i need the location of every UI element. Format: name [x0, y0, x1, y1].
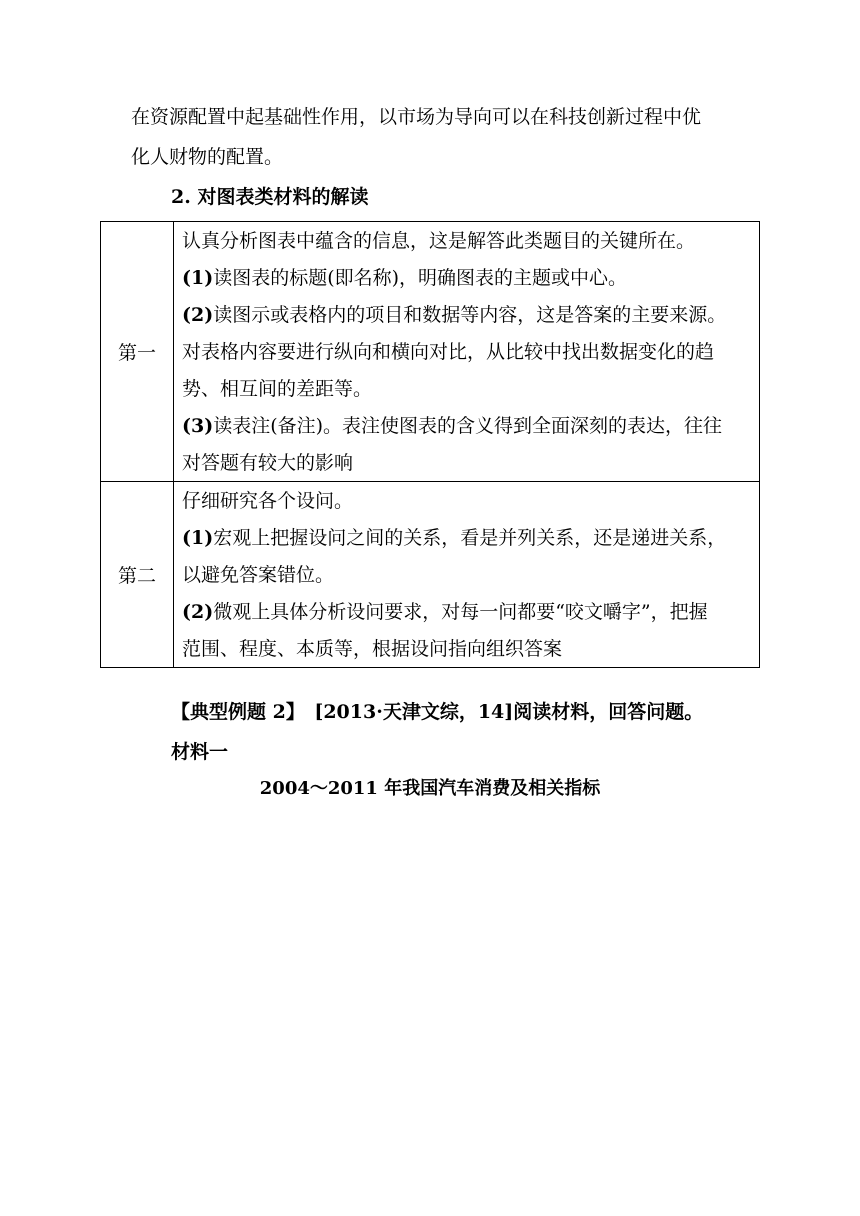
chart-title: 2004～2011 年我国汽车消费及相关指标: [259, 778, 601, 799]
material-label: 材料一: [171, 741, 229, 763]
content-line: 对答题有较大的影响: [182, 451, 354, 474]
table-row: [101, 222, 760, 482]
content-line: (1) 宏观上把握设问之间的关系，看是并列关系，还是递进关系，: [182, 526, 727, 549]
content-line: 以避免答案错位。: [182, 563, 335, 586]
content-line: 仔细研究各个设问。: [182, 489, 354, 512]
content-line: 认真分析图表中蕴含的信息，这是解答此类题目的关键所在。: [182, 229, 696, 252]
content-line: 对表格内容要进行纵向和横向对比，从比较中找出数据变化的趋: [182, 340, 715, 363]
content-line: (3) 读表注(备注)。表注使图表的含义得到全面深刻的表达，往往: [182, 414, 723, 437]
intro-line-1: 在资源配置中起基础性作用，以市场为导向可以在科技创新过程中优: [131, 106, 702, 128]
row-label: 第二: [101, 482, 174, 668]
table-row: [101, 482, 760, 668]
content-line: (1) 读图表的标题(即名称)，明确图表的主题或中心。: [182, 266, 628, 289]
row-label: 第一: [101, 222, 174, 482]
content-line: 范围、程度、本质等，根据设问指向组织答案: [182, 637, 563, 660]
method-table: [100, 221, 760, 668]
content-line: (2) 微观上具体分析设问要求，对每一问都要“咬文嚼字”，把握: [182, 600, 708, 623]
example-heading: 【典型例题 2】 [2013·天津文综，14]阅读材料，回答问题。: [171, 701, 704, 723]
intro-line-2: 化人财物的配置。: [131, 146, 284, 168]
content-line: 势、相互间的差距等。: [182, 377, 373, 400]
section-heading: 2. 对图表类材料的解读: [171, 186, 369, 208]
row-content: [174, 222, 760, 482]
row-content: [174, 482, 760, 668]
content-line: (2) 读图示或表格内的项目和数据等内容，这是答案的主要来源。: [182, 303, 727, 326]
